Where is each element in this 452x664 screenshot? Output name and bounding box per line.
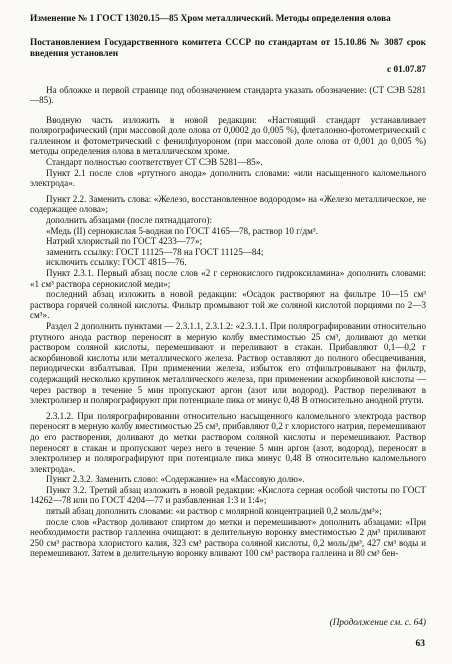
paragraph: Натрий хлористый по ГОСТ 4233—77»; (46, 236, 203, 247)
page-number: 63 (415, 639, 425, 649)
paragraph: исключить ссылку: ГОСТ 4815—76. (46, 257, 187, 268)
paragraph: пятый абзац дополнить словами: «и раствор с молярной концентрацией 0,2 моль/дм³»; (46, 506, 382, 517)
paragraph: Стандарт полностью соответствует СТ СЭВ 5281—85». (46, 157, 263, 168)
paragraph: 2.3.1.2. При полярографировании относительно насыщенного каломельного электрода раствор переносят в мерную колбу вместимостью 25 см³, прибавляют 0,2 г хлористого натрия, перемешивают до его растворения, доливают до метки раствором соляной кислоты и перемешивают. Раствор переносят в стакан и пропускают через него в течение 5 мин аргон (азот, водород), переносят в электролизер и полярографируют при потенциале пика минус 0,48 В относительно каломельного электрода». (30, 410, 426, 474)
paragraph: «Медь (II) сернокислая 5-водная по ГОСТ 4165—78, раствор 10 г/дм³. (46, 225, 318, 236)
paragraph: последний абзац изложить в новой редакции: «Осадок растворяют на фильтре 10—15 см³ раствора горячей соляной кислоты. Фильтр промывают той же соляной кислотой порциями по 2—3 см³». (30, 289, 426, 321)
resolution-line: Постановлением Государственного комитета СССР по стандартам от 15.10.86 № 3087 срок введения установлен (30, 37, 426, 59)
paragraph: дополнить абзацами (после пятнадцатого): (46, 215, 213, 226)
paragraph: Раздел 2 дополнить пунктами — 2.3.1.1, 2.3.1.2: «2.3.1.1. При полярографировании относительно ртутного анода раствор переносят в мерную колбу вместимостью 25 см³, доливают до метки раствором соляной кислоты, перемешивают и переливают в стакан. Прибавляют 0,1—0,2 г аскорбиновой кислоты или металлического железа. Раствор оставляют до полного обесцвечивания, периодически взбалтывая. При применении железа, избыток его отфильтровывают на фильтр, содержащий несколько крупинок металлического железа, при применении аскорбиновой кислоты — через раствор в течение 5 мин пропускают аргон (азот или водород). Раствор переливают в электролизер и полярографируют при потенциале пика от минус 0,48 В относительно анодной ртути. (30, 320, 426, 406)
paragraph: Вводную часть изложить в новой редакции: «Настоящий стандарт устанавливает полярографический (при массовой доле олова от 0,0002 до 0,005 %), флеталонно-фотометрический с галлеином и фотометрический с фенилфлуороном (при массовой доле олова от 0,001 до 0,005 %) методы определения олова в металлическом хроме. (30, 114, 426, 157)
paragraph: Пункт 2.3.1. Первый абзац после слов «2 г сернокислого гидроксиламина» дополнить словами: «1 см³ раствора сернокислой меди»; (30, 268, 426, 289)
document-page (30, 14, 426, 559)
paragraph: Пункт 2.3.2. Заменить слово: «Содержание» на «Массовую долю». (46, 474, 305, 485)
paragraph: заменить ссылку: ГОСТ 11125—78 на ГОСТ 11125—84; (46, 246, 264, 257)
effective-date: с 01.07.87 (387, 64, 426, 75)
paragraph: после слов «Раствор доливают спиртом до метки и перемешивают» дополнить абзацами: «При необходимости раствор галлеина очищают: в делительную воронку вместимостью 2 дм³ приливают 250 см³ раствора хлористого калия, 323 см³ раствора соляной кислоты, 0,2 моль/дм³, 427 см³ воды и перемешивают. Затем в делительную воронку вливают 100 см³ раствора галлеина и 80 см³ бен- (30, 516, 426, 559)
continuation-note: (Продолжение см. с. 64) (329, 618, 426, 628)
amendment-title: Изменение № 1 ГОСТ 13020.15—85 Хром металлический. Методы определения олова (30, 14, 391, 24)
paragraph: Пункт 2.1 после слов «ртутного анода» дополнить словами: «или насыщенного каломельного электрода». (30, 167, 426, 189)
paragraph: На обложке и первой странице под обозначением стандарта указать обозначение: (СТ СЭВ 5281—85). (30, 84, 426, 106)
paragraph: Пункт 3.2. Третий абзац изложить в новой редакции: «Кислота серная особой чистоты по ГОСТ 14262—78 или по ГОСТ 4204—77 и разбавленная 1:3 и 1:4»; (30, 484, 426, 506)
paragraph: Пункт 2.2. Заменить слова: «Железо, восстановленное водородом» на «Железо металлическое, не содержащее олова»; (30, 193, 426, 215)
